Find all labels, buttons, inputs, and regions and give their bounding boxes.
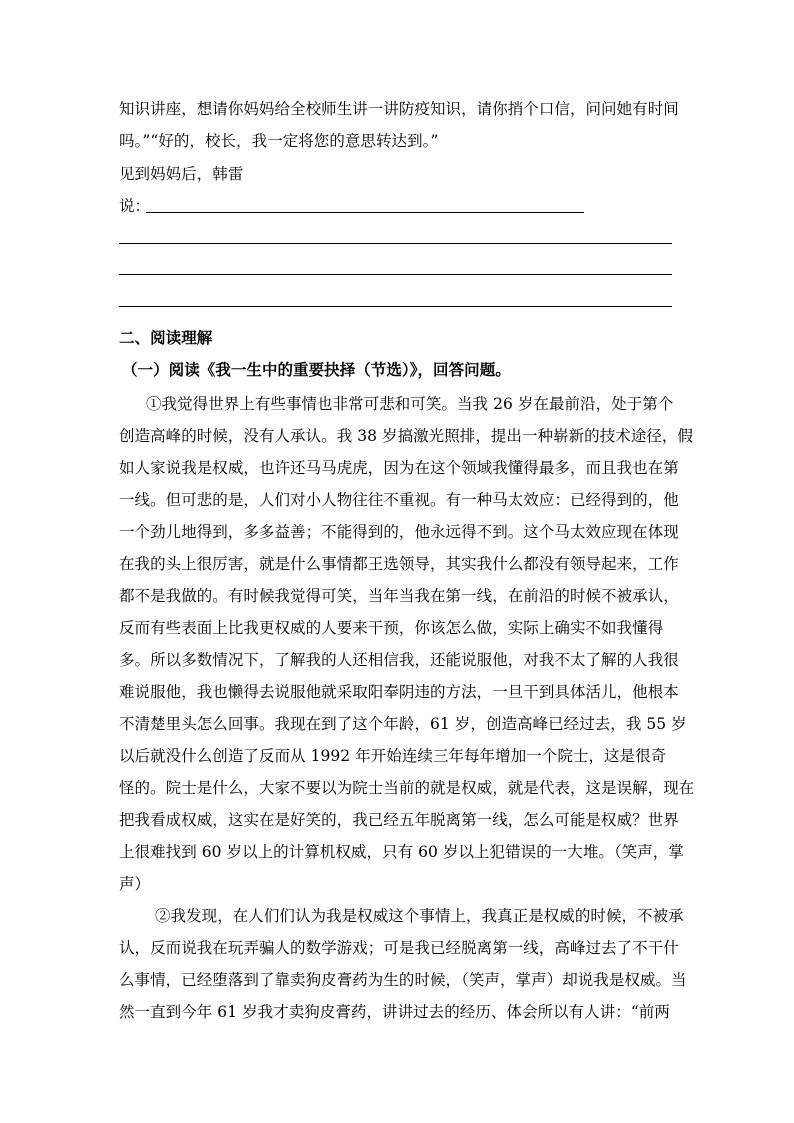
paragraph-line: 么事情，已经堕落到了靠卖狗皮膏药为生的时候，（笑声，掌声）却说我是权威。当 <box>119 971 687 989</box>
answer-line[interactable] <box>119 243 672 244</box>
section-heading: 二、阅读理解 <box>119 328 213 347</box>
paragraph-line: 反而有些表面上比我更权威的人要来干预，你该怎么做，实际上确实不如我懂得 <box>119 619 664 637</box>
text-line: 见到妈妈后，韩雷 <box>119 165 244 183</box>
paragraph-line: 然一直到今年 61 岁我才卖狗皮膏药，讲讲过去的经历、体会所以有人讲：“前两 <box>119 1003 670 1021</box>
paragraph-line: 难说服他，我也懒得去说服他就采取阳奉阴违的方法，一旦干到具体活儿，他根本 <box>119 683 679 701</box>
answer-line[interactable] <box>146 212 584 213</box>
paragraph-line: 不清楚里头怎么回事。我现在到了这个年龄，61 岁，创造高峰已经过去，我 55 岁 <box>119 715 687 733</box>
text-line: 吗。”“好的，校长，我一定将您的意思转达到。” <box>119 132 439 150</box>
paragraph-line: ②我发现，在人们们认为我是权威这个事情上，我真正是权威的时候，不被承 <box>155 907 684 925</box>
answer-line[interactable] <box>119 274 672 275</box>
paragraph-line: 一个劲儿地得到，多多益善；不能得到的，他永远得不到。这个马太效应现在体现 <box>119 523 679 541</box>
paragraph-line: 在我的头上很厉害，就是什么事情都王选领导，其实我什么都没有领导起来，工作 <box>119 555 679 573</box>
paragraph-line: 如人家说我是权威，也许还马马虎虎，因为在这个领域我懂得最多，而且我也在第 <box>119 459 679 477</box>
paragraph-line: 怪的。院士是什么，大家不要以为院士当前的就是权威，就是代表，这是误解，现在 <box>119 779 695 797</box>
subsection-heading: （一）阅读《我一生中的重要抉择（节选）》，回答问题。 <box>122 360 511 379</box>
paragraph-line: 多。所以多数情况下，了解我的人还相信我，还能说服他，对我不太了解的人我很 <box>119 651 679 669</box>
paragraph-line: 认，反而说我在玩弄骗人的数学游戏；可是我已经脱离第一线，高峰过去了不干什 <box>119 939 679 957</box>
paragraph-line: 声） <box>119 875 151 893</box>
answer-prompt-label: 说： <box>119 197 151 215</box>
paragraph-line: 都不是我做的。有时候我觉得可笑，当年当我在第一线，在前沿的时候不被承认， <box>119 587 679 605</box>
paragraph-line: 以后就没什么创造了反而从 1992 年开始连续三年每年增加一个院士，这是很奇 <box>119 747 667 765</box>
paragraph-line: 一线。但可悲的是，人们对小人物往往不重视。有一种马太效应：已经得到的，他 <box>119 491 679 509</box>
paragraph-line: ①我觉得世界上有些事情也非常可悲和可笑。当我 26 岁在最前沿，处于第个 <box>146 395 674 413</box>
text-line: 知识讲座，想请你妈妈给全校师生讲一讲防疫知识，请你捎个口信，问问她有时间 <box>119 100 679 118</box>
paragraph-line: 创造高峰的时候，没有人承认。我 38 岁搞激光照排，提出一种崭新的技术途径，假 <box>119 427 694 445</box>
paragraph-line: 上很难找到 60 岁以上的计算机权威，只有 60 岁以上犯错误的一大堆。（笑声，掌 <box>119 843 684 861</box>
paragraph-line: 把我看成权威，这实在是好笑的，我已经五年脱离第一线，怎么可能是权威？世界 <box>119 811 679 829</box>
answer-line[interactable] <box>119 306 672 307</box>
